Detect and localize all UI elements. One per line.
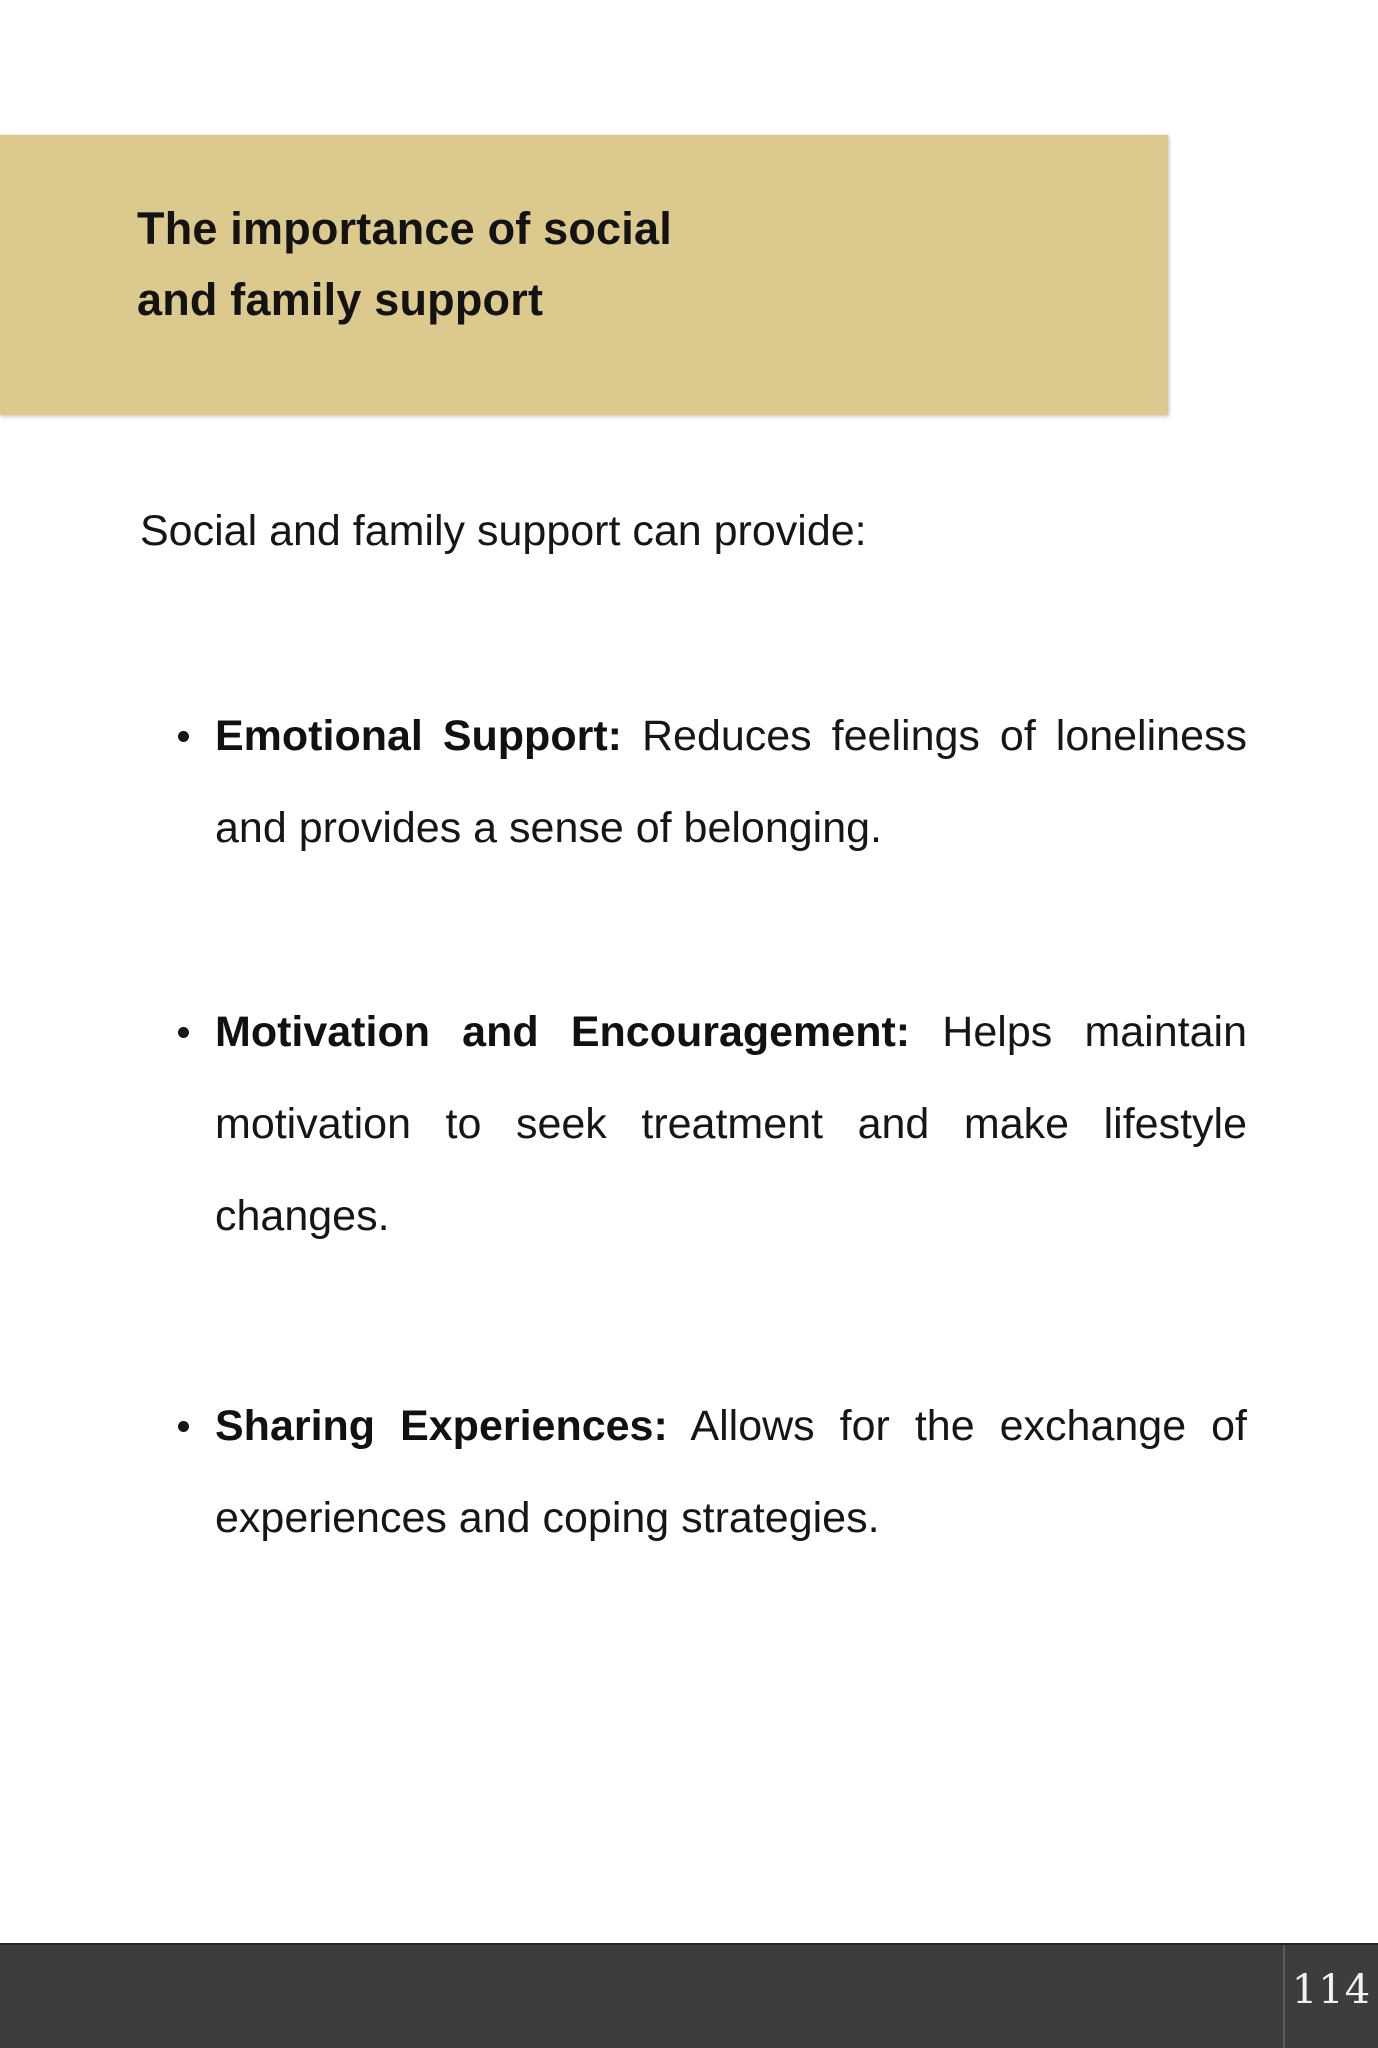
bullet-text: Allows for the exchange of experiences and coping strategies. (215, 1402, 1247, 1542)
bullet-dot-icon (178, 1421, 189, 1432)
bullet-dot-icon (178, 1027, 189, 1038)
page-title (0, 135, 1168, 335)
bullet-text: Reduces feelings of loneliness and provides a sense of belonging. (215, 712, 1247, 852)
bullet-item-emotional-support (215, 690, 1247, 874)
bullet-item-motivation-encouragement (215, 986, 1247, 1262)
bullet-list (215, 690, 1247, 1564)
page-title-line-2: and family support (137, 274, 544, 325)
intro-text: Social and family support can provide: (140, 507, 867, 555)
page-title-line-1: The importance of social (137, 203, 672, 254)
bullet-dot-icon (178, 731, 189, 742)
bullet-text: Helps maintain motivation to seek treatment and make lifestyle changes. (215, 1008, 1247, 1240)
page-number: 114 (1291, 1966, 1372, 2013)
page-footer (0, 1943, 1378, 2048)
bullet-label: Emotional Support: (215, 712, 622, 760)
title-banner (0, 135, 1168, 415)
bullet-label: Motivation and Encouragement: (215, 1008, 911, 1056)
bullet-label: Sharing Experiences: (215, 1402, 668, 1450)
bullet-item-sharing-experiences (215, 1380, 1247, 1564)
page-number-cell (1283, 1945, 1378, 2048)
